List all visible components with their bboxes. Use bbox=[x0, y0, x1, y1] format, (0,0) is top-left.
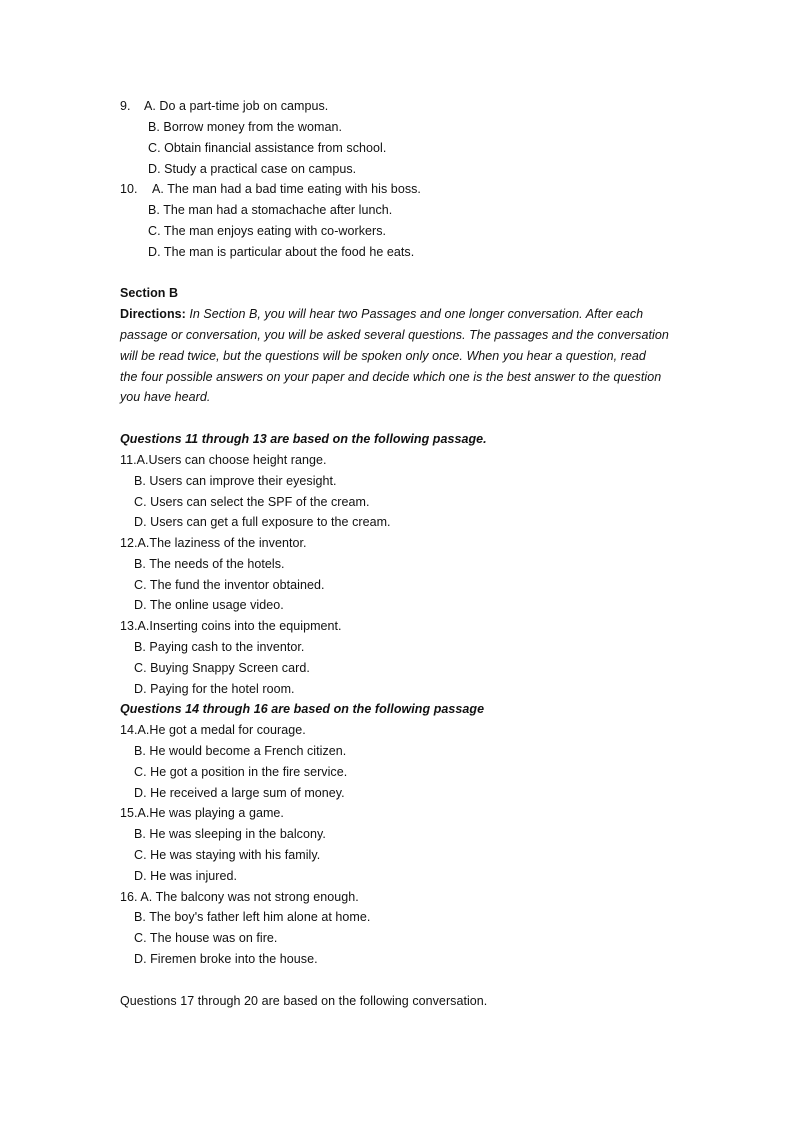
passage-1-heading: Questions 11 through 13 are based on the following passage. bbox=[120, 432, 487, 446]
question-16-option-c: C. The house was on fire. bbox=[134, 931, 278, 945]
question-10-option-a bbox=[120, 181, 421, 197]
question-11-option-c: C. Users can select the SPF of the cream. bbox=[134, 495, 370, 509]
conversation-heading: Questions 17 through 20 are based on the following conversation. bbox=[120, 994, 488, 1008]
directions-line-3: will be read twice, but the questions will be spoken only once. When you hear a question, read bbox=[120, 349, 646, 363]
question-9-number: 9. bbox=[120, 99, 131, 113]
question-14-option-a: 14.A.He got a medal for courage. bbox=[120, 723, 306, 737]
question-10-option-b: B. The man had a stomachache after lunch. bbox=[148, 203, 393, 217]
question-16-option-a: 16. A. The balcony was not strong enough. bbox=[120, 890, 359, 904]
question-12-option-d: D. The online usage video. bbox=[134, 598, 284, 612]
question-15-option-d: D. He was injured. bbox=[134, 869, 238, 883]
question-11-option-a: 11.A.Users can choose height range. bbox=[120, 453, 327, 467]
question-15-option-b: B. He was sleeping in the balcony. bbox=[134, 827, 326, 841]
question-16-option-d: D. Firemen broke into the house. bbox=[134, 952, 318, 966]
directions-text-1: In Section B, you will hear two Passages and one longer conversation. After each bbox=[185, 307, 644, 321]
question-13-option-c: C. Buying Snappy Screen card. bbox=[134, 661, 310, 675]
question-15-option-c: C. He was staying with his family. bbox=[134, 848, 321, 862]
question-14-option-d: D. He received a large sum of money. bbox=[134, 786, 345, 800]
question-13-option-a: 13.A.Inserting coins into the equipment. bbox=[120, 619, 342, 633]
directions-label: Directions: bbox=[120, 307, 186, 321]
question-12-option-c: C. The fund the inventor obtained. bbox=[134, 578, 325, 592]
question-10-number: 10. bbox=[120, 182, 138, 196]
question-10-option-a-text: A. The man had a bad time eating with his boss. bbox=[152, 182, 421, 196]
question-9-option-b: B. Borrow money from the woman. bbox=[148, 120, 342, 134]
question-10-option-c: C. The man enjoys eating with co-workers. bbox=[148, 224, 387, 238]
question-11-option-d: D. Users can get a full exposure to the cream. bbox=[134, 515, 391, 529]
question-12-option-b: B. The needs of the hotels. bbox=[134, 557, 285, 571]
question-10-option-d: D. The man is particular about the food he eats. bbox=[148, 245, 415, 259]
directions-line-5: you have heard. bbox=[120, 390, 211, 404]
section-b-heading: Section B bbox=[120, 286, 179, 300]
question-9-option-c: C. Obtain financial assistance from school. bbox=[148, 141, 387, 155]
question-12-option-a: 12.A.The laziness of the inventor. bbox=[120, 536, 307, 550]
passage-2-heading: Questions 14 through 16 are based on the following passage bbox=[120, 702, 485, 716]
question-14-option-b: B. He would become a French citizen. bbox=[134, 744, 347, 758]
question-11-option-b: B. Users can improve their eyesight. bbox=[134, 474, 337, 488]
directions-line-4: the four possible answers on your paper and decide which one is the best answer to the question bbox=[120, 370, 662, 384]
question-9-option-a-text: A. Do a part-time job on campus. bbox=[144, 99, 329, 113]
question-15-option-a: 15.A.He was playing a game. bbox=[120, 806, 284, 820]
question-14-option-c: C. He got a position in the fire service. bbox=[134, 765, 348, 779]
question-13-option-d: D. Paying for the hotel room. bbox=[134, 682, 295, 696]
directions-line-2: passage or conversation, you will be asked several questions. The passages and the conversation bbox=[120, 328, 669, 342]
question-16-option-b: B. The boy's father left him alone at home. bbox=[134, 910, 371, 924]
directions-line-1 bbox=[120, 306, 643, 322]
question-9-option-a bbox=[120, 98, 328, 114]
question-13-option-b: B. Paying cash to the inventor. bbox=[134, 640, 305, 654]
question-9-option-d: D. Study a practical case on campus. bbox=[148, 162, 357, 176]
